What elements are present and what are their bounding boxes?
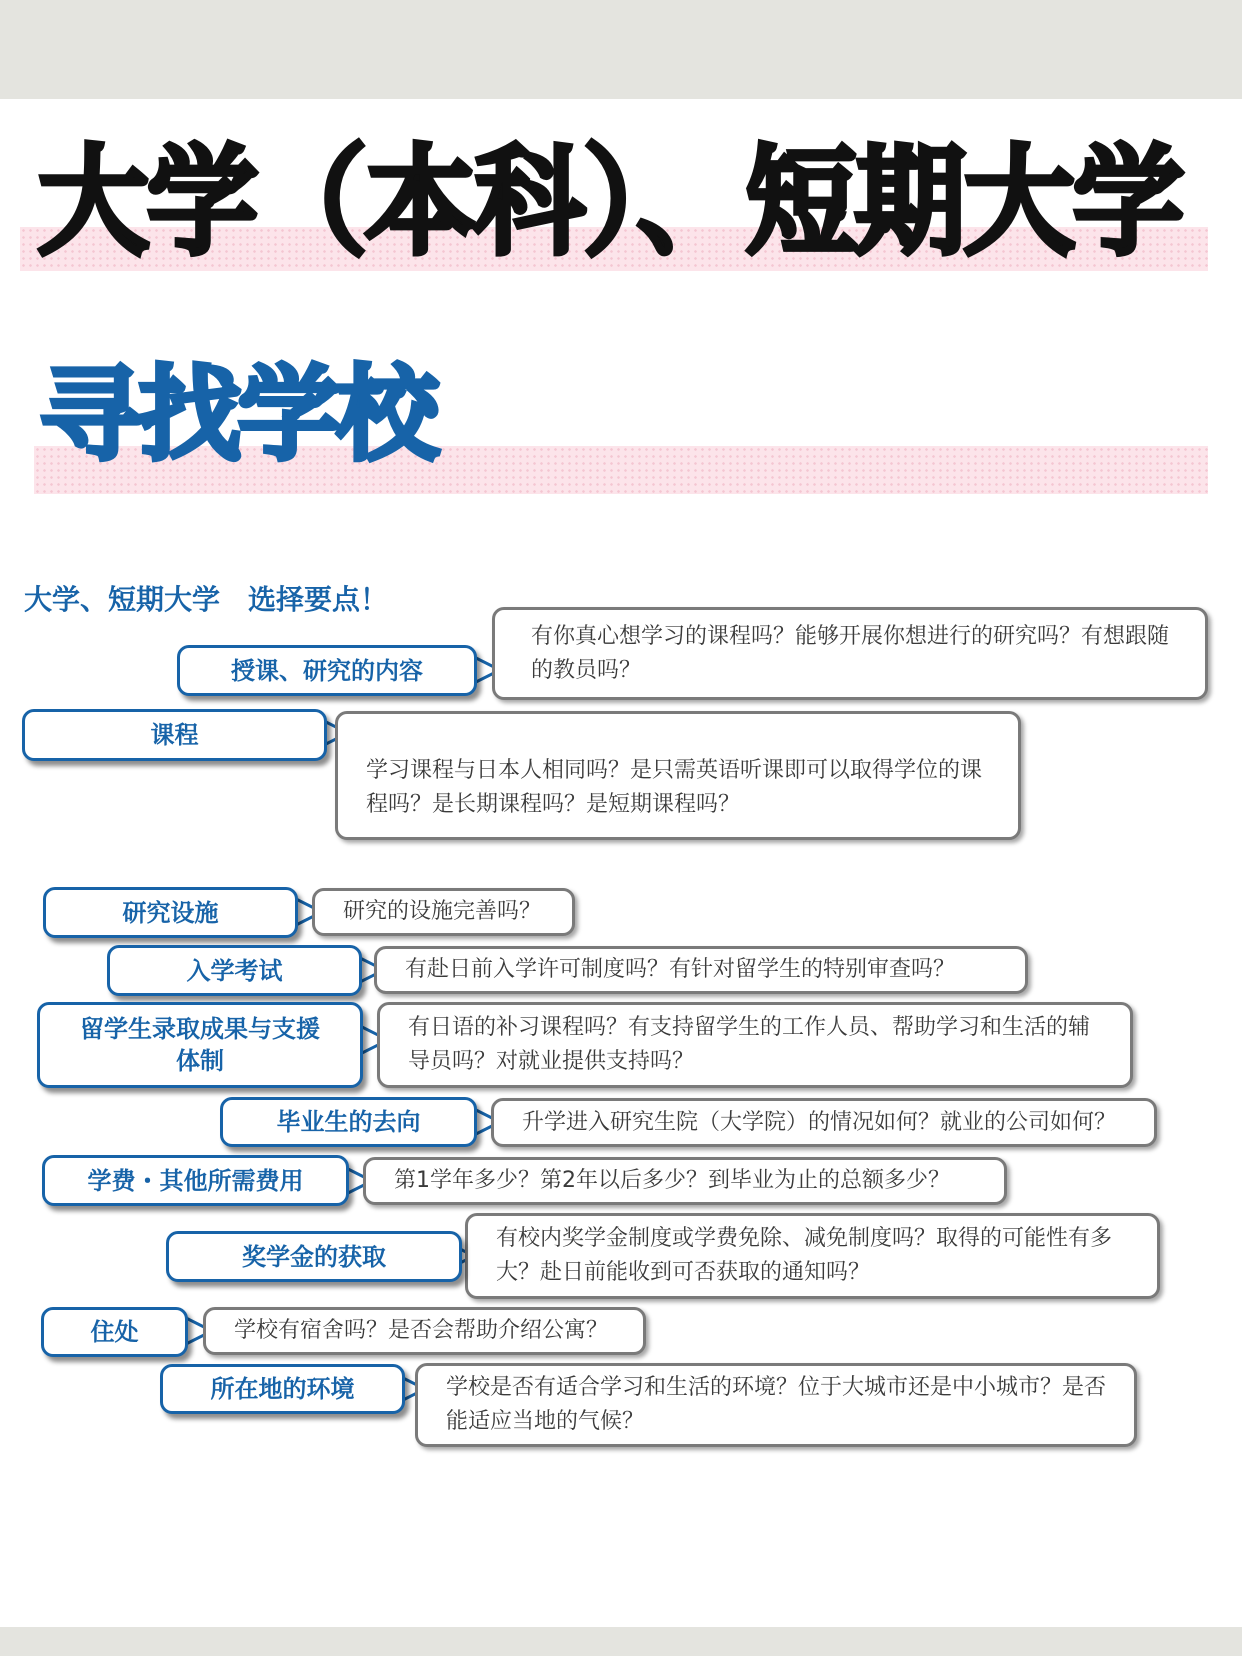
point-label-text: 奖学金的获取: [242, 1242, 386, 1271]
point-text: 有赴日前入学许可制度吗？有针对留学生的特别审查吗？: [405, 957, 956, 982]
point-text: 有日语的补习课程吗？有支持留学生的工作人员、帮助学习和生活的辅导员吗？对就业提供支持吗？: [408, 1015, 1091, 1074]
page-subtitle: 寻找学校: [40, 356, 436, 475]
point-label: [41, 1307, 188, 1357]
point-text: 研究的设施完善吗？: [343, 899, 542, 924]
page-title: 大学（本科）、短期大学: [38, 133, 1182, 271]
point-label-text: 住处: [90, 1318, 139, 1346]
point-text: 第1学年多少？第2年以后多少？到毕业为止的总额多少？: [394, 1168, 950, 1193]
point-text: 学习课程与日本人相同吗？是只需英语听课即可以取得学位的课程吗？是长期课程吗？是短期课程吗？: [366, 757, 983, 817]
point-description: [335, 711, 1021, 840]
point-text: 学校有宿舍吗？是否会帮助介绍公寓？: [234, 1318, 609, 1343]
section-heading: 大学、短期大学 选择要点！: [24, 583, 389, 616]
point-description: [203, 1307, 646, 1355]
point-description: [363, 1157, 1007, 1205]
point-label-text: 学费・其他所需费用: [87, 1166, 304, 1195]
point-text: 学校是否有适合学习和生活的环境？位于大城市还是中小城市？是否能适应当地的气候？: [446, 1375, 1107, 1434]
point-label-text: 入学考试: [186, 956, 283, 985]
point-label: [220, 1097, 477, 1147]
point-description: [312, 888, 575, 936]
point-label: [107, 945, 362, 996]
point-text: 升学进入研究生院（大学院）的情况如何？就业的公司如何？: [522, 1109, 1117, 1135]
point-label-text: 毕业生的去向: [276, 1108, 421, 1136]
point-label: [37, 1002, 363, 1088]
point-label-text: 所在地的环境: [210, 1375, 355, 1403]
point-label: [160, 1364, 405, 1414]
point-description: [492, 607, 1208, 700]
point-text: 有你真心想学习的课程吗？能够开展你想进行的研究吗？有想跟随的教员吗？: [531, 623, 1170, 683]
point-description: [374, 946, 1028, 994]
point-label-text: 留学生录取成果与支援体制: [80, 1015, 320, 1075]
point-label: [42, 1155, 349, 1206]
point-description: [465, 1213, 1160, 1299]
point-label: [177, 645, 477, 696]
point-label-text: 课程: [150, 721, 199, 749]
point-label-text: 授课、研究的内容: [231, 656, 423, 685]
point-text: 有校内奖学金制度或学费免除、减免制度吗？取得的可能性有多大？赴日前能收到可否获取的通知吗？: [496, 1226, 1113, 1285]
point-description: [491, 1098, 1157, 1147]
point-label: [22, 709, 327, 761]
point-description: [377, 1002, 1133, 1088]
point-label-text: 研究设施: [122, 898, 219, 927]
point-label: [43, 887, 298, 938]
point-label: [166, 1231, 462, 1282]
point-description: [415, 1363, 1137, 1447]
